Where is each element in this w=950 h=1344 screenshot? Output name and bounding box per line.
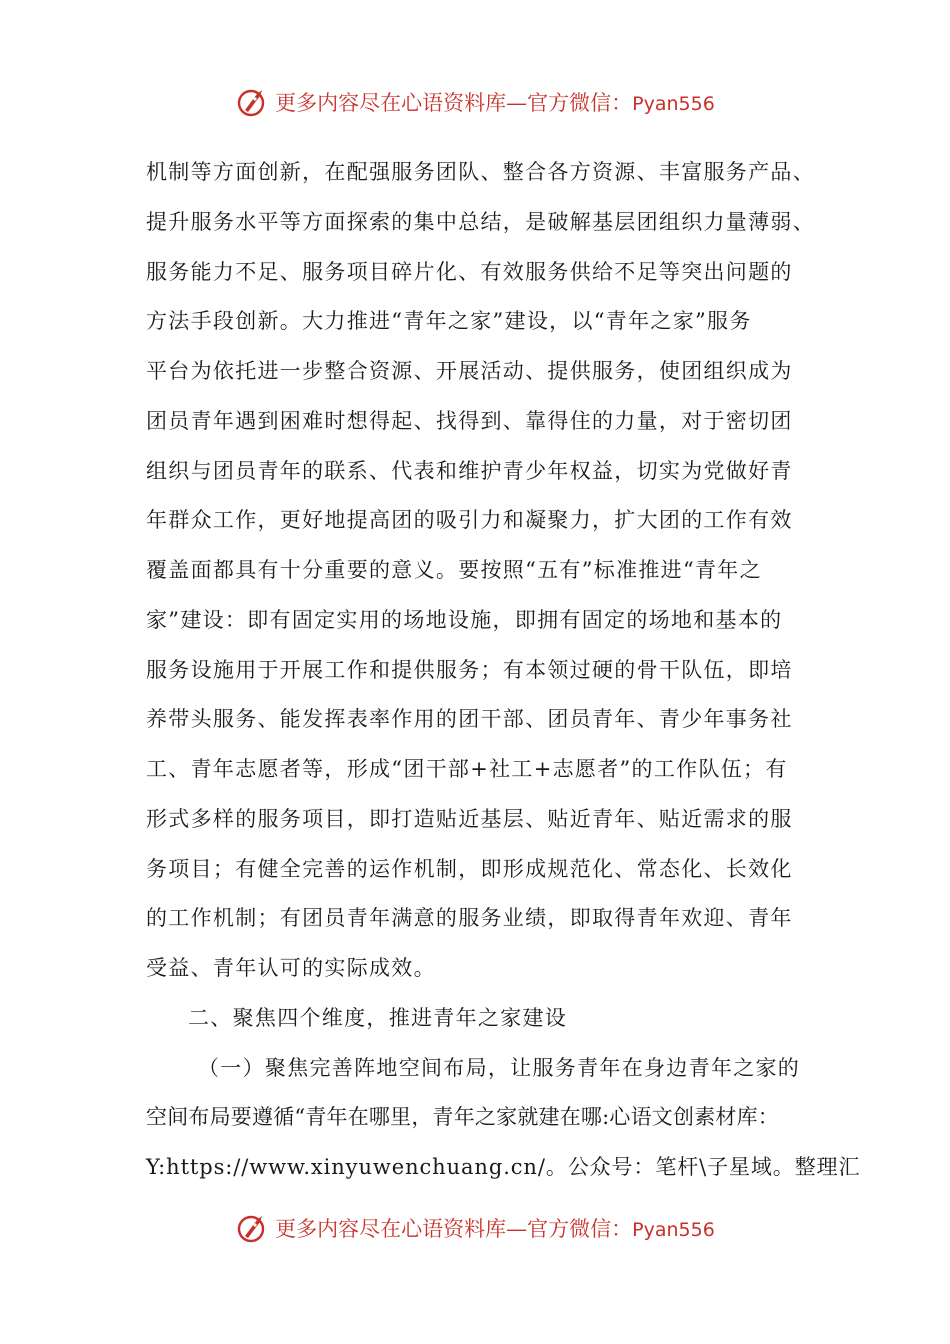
paragraph-line: 提升服务水平等方面探索的集中总结，是破解基层团组织力量薄弱、 — [146, 209, 815, 234]
paragraph-line: Y:https://www.xinyuwenchuang.cn/。公众号：笔杆\子星域。整理汇 — [146, 1155, 861, 1179]
paragraph-line: 工、青年志愿者等，形成“团干部+社工+志愿者”的工作队伍；有 — [146, 757, 788, 781]
paragraph-line: 服务设施用于开展工作和提供服务；有本领过硬的骨干队伍，即培 — [146, 657, 793, 682]
paragraph-line: 组织与团员青年的联系、代表和维护青少年权益，切实为党做好青 — [146, 458, 793, 483]
watermark-text: 更多内容尽在心语资料库—官方微信：Pyan556 — [275, 1217, 715, 1241]
paragraph-line: 的工作机制；有团员青年满意的服务业绩，即取得青年欢迎、青年 — [146, 906, 793, 931]
paragraph-line: 覆盖面都具有十分重要的意义。要按照“五有”标准推进“青年之 — [146, 558, 762, 582]
footer-watermark-banner — [0, 1208, 950, 1248]
paragraph-line: 受益、青年认可的实际成效。 — [146, 956, 436, 980]
subsection-heading: （一）聚焦完善阵地空间布局，让服务青年在身边青年之家的 — [198, 1055, 801, 1080]
pen-nib-circle-icon — [235, 84, 271, 120]
paragraph-line: 平台为依托进一步整合资源、开展活动、提供服务，使团组织成为 — [146, 359, 793, 383]
paragraph-line: 服务能力不足、服务项目碎片化、有效服务供给不足等突出问题的 — [146, 259, 793, 284]
paragraph-line: 形式多样的服务项目，即打造贴近基层、贴近青年、贴近需求的服 — [146, 806, 793, 831]
paragraph-line: 养带头服务、能发挥表率作用的团干部、团员青年、青少年事务社 — [146, 707, 793, 732]
header-watermark-banner — [0, 82, 950, 122]
document-body — [146, 148, 861, 1193]
paragraph-line: 年群众工作，更好地提高团的吸引力和凝聚力，扩大团的工作有效 — [146, 508, 793, 533]
paragraph-line: 家”建设：即有固定实用的场地设施，即拥有固定的场地和基本的 — [146, 607, 783, 632]
paragraph-line: 团员青年遇到困难时想得起、找得到、靠得住的力量，对于密切团 — [146, 408, 793, 433]
paragraph-line: 方法手段创新。大力推进“青年之家”建设，以“青年之家”服务 — [146, 309, 752, 334]
watermark-text: 更多内容尽在心语资料库—官方微信：Pyan556 — [275, 91, 715, 115]
pen-nib-circle-icon — [235, 1210, 271, 1246]
paragraph-line: 务项目；有健全完善的运作机制，即形成规范化、常态化、长效化 — [146, 856, 793, 881]
paragraph-line: 空间布局要遵循“青年在哪里，青年之家就建在哪:心语文创素材库： — [146, 1105, 780, 1130]
section-heading: 二、聚焦四个维度，推进青年之家建设 — [188, 1005, 568, 1030]
paragraph-line: 机制等方面创新，在配强服务团队、整合各方资源、丰富服务产品、 — [146, 160, 815, 184]
